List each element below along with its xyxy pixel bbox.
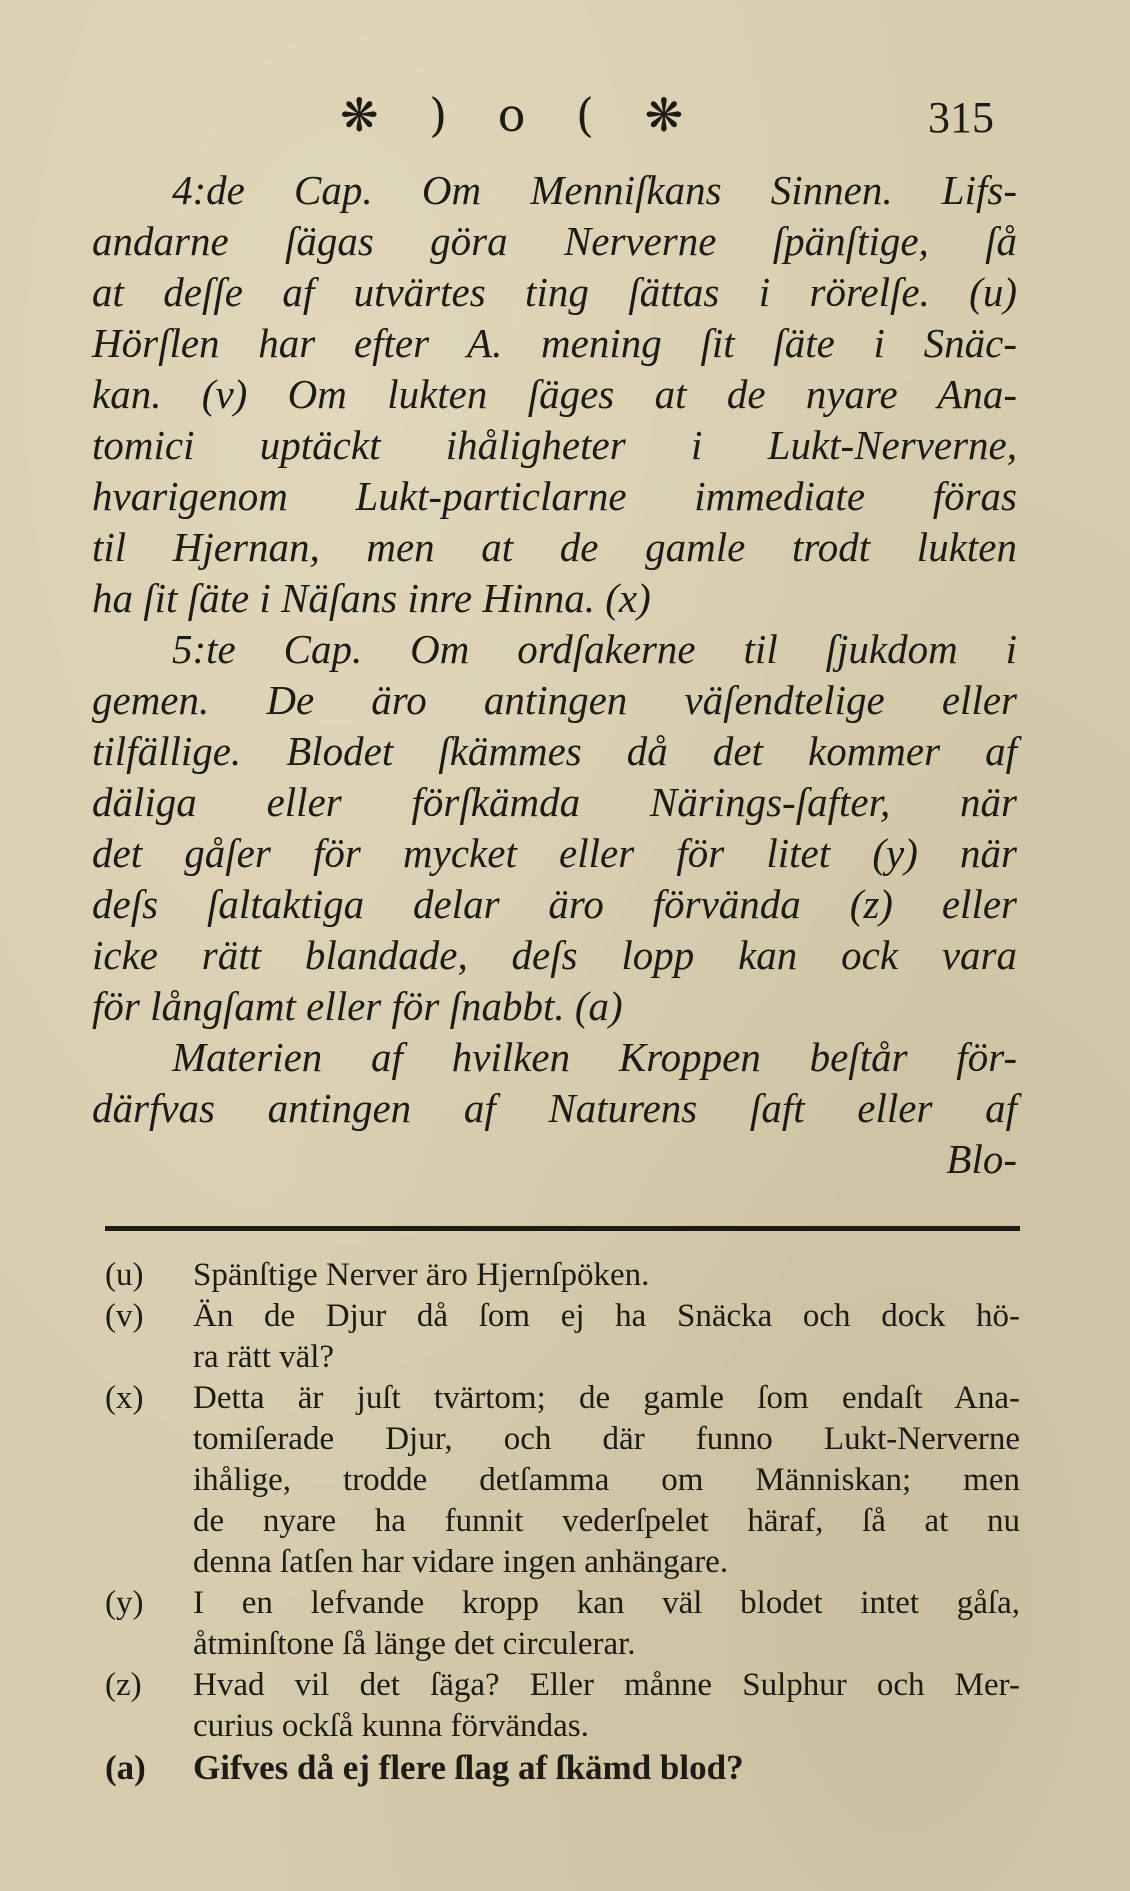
text-line: därfvas antingen af Naturens ſaft eller af — [92, 1085, 1017, 1131]
footnote-mark: (y) — [105, 1585, 144, 1621]
footnote-mark: (v) — [105, 1298, 144, 1334]
footnote-a — [105, 1747, 1020, 1788]
footnote-mark: (u) — [105, 1257, 144, 1293]
text-line: 4:de Cap. Om Menniſkans Sinnen. Lifs- — [172, 167, 1017, 213]
main-text — [92, 165, 1017, 1185]
text-line: Hörſlen har efter A. mening ſit ſäte i Snäc- — [92, 320, 1017, 366]
footnote-line: ihålige, trodde detſamma om Människan; men — [193, 1462, 1020, 1498]
text-line: til Hjernan, men at de gamle trodt lukten — [92, 524, 1017, 570]
footnote-line: denna ſatſen har vidare ingen anhängare. — [193, 1544, 729, 1580]
footnote-line: Detta är juſt tvärtom; de gamle ſom endaſt Ana- — [193, 1380, 1020, 1416]
footnote-line: Spänſtige Nerver äro Hjernſpöken. — [193, 1257, 650, 1293]
text-line: Materien af hvilken Kroppen beſtår för- — [172, 1034, 1017, 1080]
text-line: tomici uptäckt ihåligheter i Lukt-Nerverne, — [92, 422, 1017, 468]
footnote-v — [105, 1296, 1020, 1378]
text-line: det gåſer för mycket eller för litet (y) när — [92, 830, 1017, 876]
page-header — [0, 88, 1130, 148]
footnote-line: de nyare ha funnit vederſpelet häraf, ſå at nu — [193, 1503, 1020, 1539]
text-line: at deſſe af utvärtes ting ſättas i rörelſe. (u) — [92, 269, 1017, 315]
footnote-z — [105, 1665, 1020, 1747]
text-line: ha ſit ſäte i Näſans inre Hinna. (x) — [92, 575, 651, 621]
footnote-line: Hvad vil det ſäga? Eller månne Sulphur och Mer- — [193, 1667, 1020, 1703]
text-line: tilfällige. Blodet ſkämmes då det kommer af — [92, 728, 1017, 774]
header-ornament: ❋ ) o ( ❋ — [340, 88, 702, 142]
text-line: för långſamt eller för ſnabbt. (a) — [92, 983, 623, 1029]
text-line: deſs ſaltaktiga delar äro förvända (z) eller — [92, 881, 1017, 927]
footnote-line: tomiſerade Djur, och där funno Lukt-Nerverne — [193, 1421, 1020, 1457]
text-line: andarne ſägas göra Nerverne ſpänſtige, ſå — [92, 218, 1017, 264]
footnote-line: Än de Djur då ſom ej ha Snäcka och dock hö- — [193, 1298, 1020, 1334]
catchword: Blo- — [946, 1136, 1017, 1182]
text-line: 5:te Cap. Om ordſakerne til ſjukdom i — [172, 626, 1017, 672]
footnotes — [105, 1255, 1020, 1788]
footnote-line: ra rätt väl? — [193, 1339, 335, 1375]
footnote-mark: (a) — [105, 1748, 146, 1787]
footnote-u — [105, 1255, 1020, 1296]
text-line: gemen. De äro antingen väſendtelige eller — [92, 677, 1017, 723]
text-line: kan. (v) Om lukten ſäges at de nyare Ana- — [92, 371, 1017, 417]
footnote-line: curius ockſå kunna förvändas. — [193, 1708, 589, 1744]
footnote-line: åtminſtone ſå länge det circulerar. — [193, 1626, 636, 1662]
text-line: däliga eller förſkämda Närings-ſafter, när — [92, 779, 1017, 825]
footnote-x — [105, 1378, 1020, 1583]
footnote-divider — [105, 1226, 1020, 1231]
footnote-mark: (z) — [105, 1667, 142, 1703]
footnote-mark: (x) — [105, 1380, 144, 1416]
text-line: icke rätt blandade, deſs lopp kan ock vara — [92, 932, 1017, 978]
footnote-line: I en lefvande kropp kan väl blodet intet gåſa, — [193, 1585, 1020, 1621]
page-number: 315 — [928, 93, 994, 142]
footnote-y — [105, 1583, 1020, 1665]
footnote-line: Gifves då ej flere ſlag af ſkämd blod? — [193, 1748, 744, 1787]
text-line: hvarigenom Lukt-particlarne immediate föras — [92, 473, 1017, 519]
